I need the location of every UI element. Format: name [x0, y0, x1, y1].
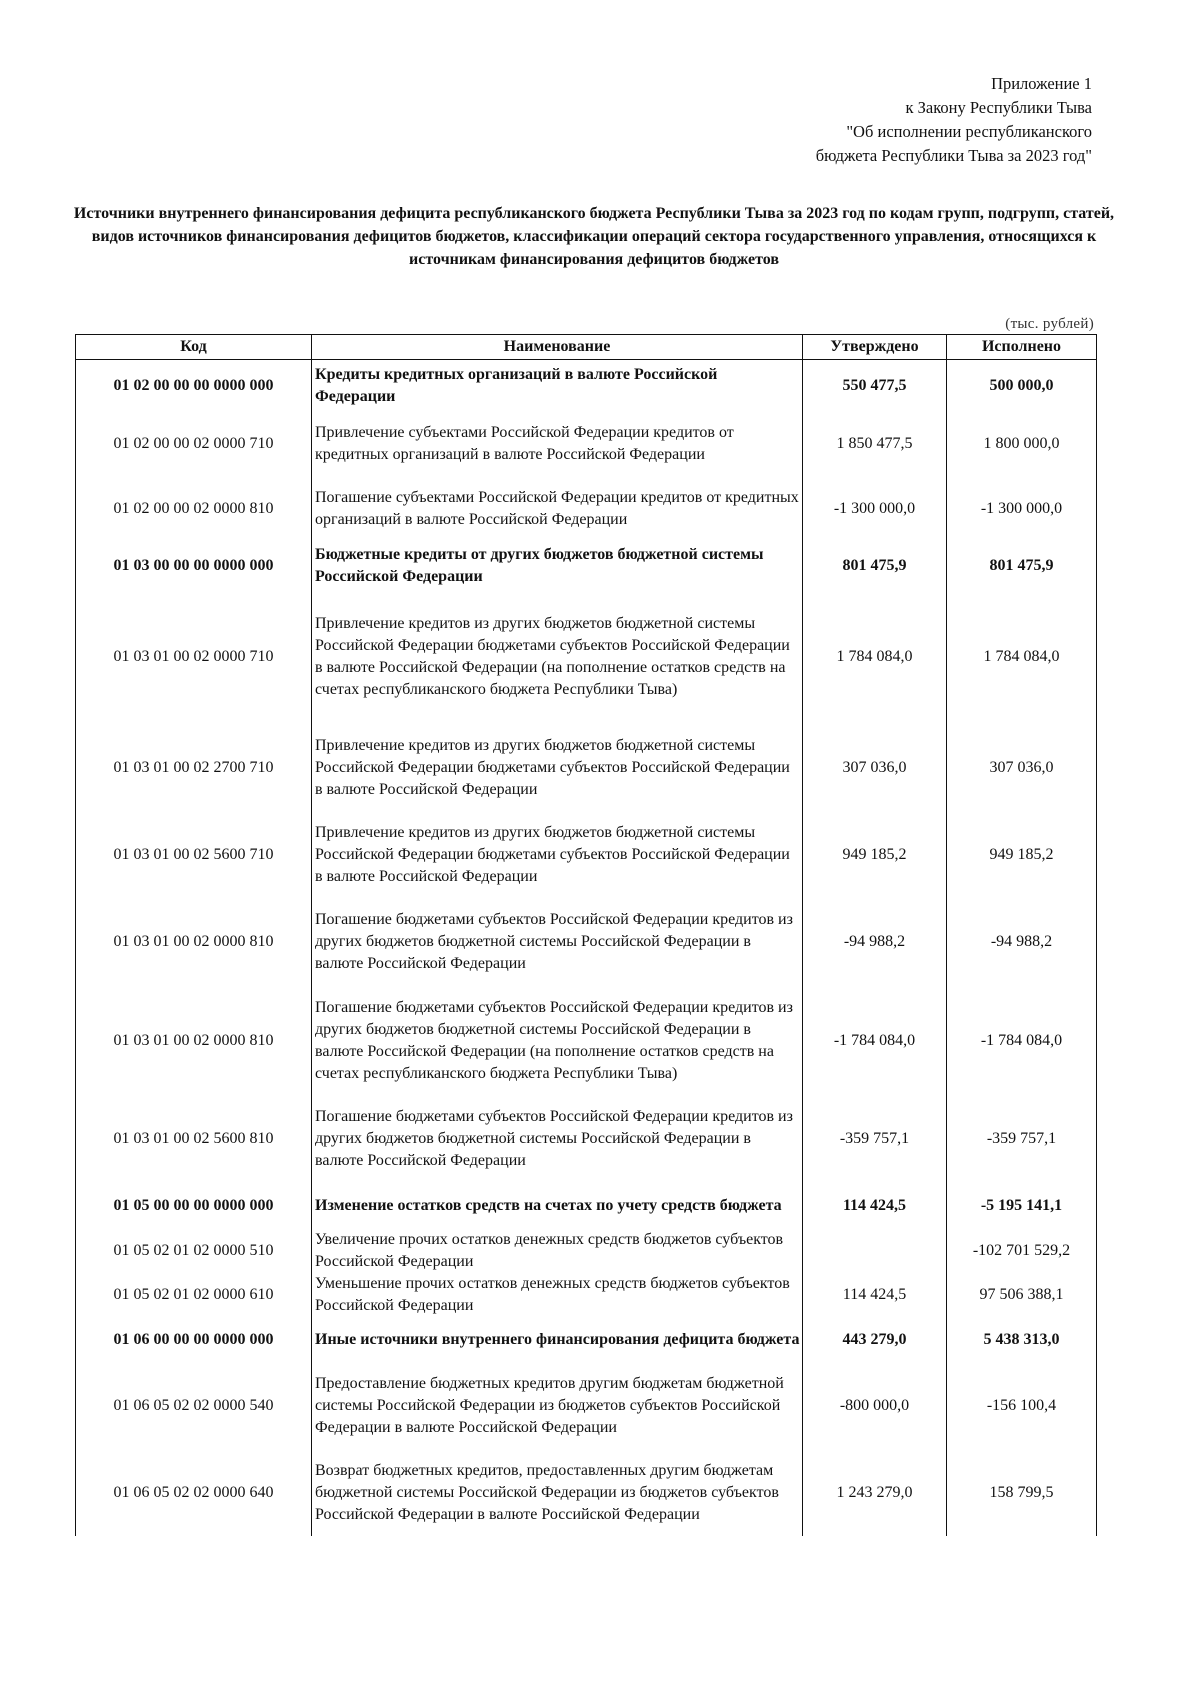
- row-code: 01 06 00 00 00 0000 000: [76, 1317, 312, 1363]
- row-code: 01 02 00 00 02 0000 710: [76, 412, 312, 477]
- row-name: Увеличение прочих остатков денежных средств бюджетов субъектов Российской Федерации: [312, 1229, 803, 1273]
- table-row: [76, 412, 1097, 477]
- table-row: [76, 1450, 1097, 1536]
- row-code: 01 03 00 00 00 0000 000: [76, 542, 312, 590]
- row-name: Предоставление бюджетных кредитов другим бюджетам бюджетной системы Российской Федерации из бюджетов субъектов Российской Федерации в валюте Российской Федерации: [312, 1363, 803, 1450]
- appendix-line: к Закону Республики Тыва: [905, 98, 1092, 117]
- table-row: [76, 360, 1097, 412]
- row-name: Кредиты кредитных организаций в валюте Российской Федерации: [312, 360, 803, 412]
- row-approved: 114 424,5: [803, 1183, 947, 1229]
- row-approved: 1 784 084,0: [803, 590, 947, 725]
- row-name: Погашение бюджетами субъектов Российской Федерации кредитов из других бюджетов бюджетной системы Российской Федерации в валюте Российской Федерации (на пополнение остатков средств на счетах республиканского бюджета Республики Тыва): [312, 986, 803, 1096]
- table-row: [76, 1183, 1097, 1229]
- header-name: Наименование: [312, 335, 803, 360]
- table-row: [76, 590, 1097, 725]
- header-approved: Утверждено: [803, 335, 947, 360]
- row-approved: -94 988,2: [803, 899, 947, 986]
- document-title: Источники внутреннего финансирования дефицита республиканского бюджета Республики Тыва за 2023 год по кодам групп, подгрупп, статей, видов источников финансирования дефицитов бюджетов, классификации операций сектора государственного управления, относящихся к источникам финансирования дефицитов бюджетов: [73, 205, 1115, 268]
- header-executed: Исполнено: [947, 335, 1097, 360]
- row-name: Возврат бюджетных кредитов, предоставленных другим бюджетам бюджетной системы Российской Федерации из бюджетов субъектов Российской Федерации в валюте Российской Федерации: [312, 1450, 803, 1536]
- row-code: 01 06 05 02 02 0000 640: [76, 1450, 312, 1536]
- row-code: 01 03 01 00 02 2700 710: [76, 725, 312, 812]
- row-name: Погашение бюджетами субъектов Российской Федерации кредитов из других бюджетов бюджетной системы Российской Федерации в валюте Российской Федерации: [312, 899, 803, 986]
- row-executed: 158 799,5: [947, 1450, 1097, 1536]
- row-approved: [803, 1229, 947, 1273]
- appendix-line: бюджета Республики Тыва за 2023 год": [815, 146, 1092, 165]
- row-executed: -5 195 141,1: [947, 1183, 1097, 1229]
- row-name: Привлечение кредитов из других бюджетов бюджетной системы Российской Федерации бюджетами субъектов Российской Федерации в валюте Российской Федерации: [312, 812, 803, 899]
- table-row: [76, 1363, 1097, 1450]
- row-name: Изменение остатков средств на счетах по учету средств бюджета: [312, 1183, 803, 1229]
- row-approved: 114 424,5: [803, 1273, 947, 1317]
- appendix-note: [816, 72, 1092, 168]
- table-row: [76, 1096, 1097, 1183]
- row-approved: -359 757,1: [803, 1096, 947, 1183]
- table-row: [76, 1273, 1097, 1317]
- row-approved: 307 036,0: [803, 725, 947, 812]
- row-executed: -359 757,1: [947, 1096, 1097, 1183]
- row-executed: -1 300 000,0: [947, 477, 1097, 542]
- row-executed: -1 784 084,0: [947, 986, 1097, 1096]
- row-approved: -1 300 000,0: [803, 477, 947, 542]
- row-approved: -1 784 084,0: [803, 986, 947, 1096]
- financing-table: [75, 334, 1097, 1536]
- row-approved: 801 475,9: [803, 542, 947, 590]
- table-row: [76, 899, 1097, 986]
- row-code: 01 02 00 00 00 0000 000: [76, 360, 312, 412]
- row-name: Уменьшение прочих остатков денежных средств бюджетов субъектов Российской Федерации: [312, 1273, 803, 1317]
- table-row: [76, 986, 1097, 1096]
- row-executed: 1 800 000,0: [947, 412, 1097, 477]
- row-code: 01 03 01 00 02 0000 810: [76, 986, 312, 1096]
- table-body: [76, 360, 1097, 1536]
- row-name: Бюджетные кредиты от других бюджетов бюджетной системы Российской Федерации: [312, 542, 803, 590]
- row-name: Привлечение субъектами Российской Федерации кредитов от кредитных организаций в валюте Российской Федерации: [312, 412, 803, 477]
- row-approved: -800 000,0: [803, 1363, 947, 1450]
- row-name: Иные источники внутреннего финансирования дефицита бюджета: [312, 1317, 803, 1363]
- row-code: 01 02 00 00 02 0000 810: [76, 477, 312, 542]
- row-executed: 801 475,9: [947, 542, 1097, 590]
- row-name: Привлечение кредитов из других бюджетов бюджетной системы Российской Федерации бюджетами субъектов Российской Федерации в валюте Российской Федерации (на пополнение остатков средств на счетах республиканского бюджета Республики Тыва): [312, 590, 803, 725]
- row-approved: 949 185,2: [803, 812, 947, 899]
- row-code: 01 03 01 00 02 5600 810: [76, 1096, 312, 1183]
- row-executed: 5 438 313,0: [947, 1317, 1097, 1363]
- row-executed: 500 000,0: [947, 360, 1097, 412]
- row-code: 01 05 02 01 02 0000 510: [76, 1229, 312, 1273]
- row-executed: 1 784 084,0: [947, 590, 1097, 725]
- row-approved: 550 477,5: [803, 360, 947, 412]
- row-executed: -102 701 529,2: [947, 1229, 1097, 1273]
- row-code: 01 03 01 00 02 0000 810: [76, 899, 312, 986]
- table-row: [76, 725, 1097, 812]
- row-executed: -156 100,4: [947, 1363, 1097, 1450]
- table-row: [76, 1317, 1097, 1363]
- row-approved: 443 279,0: [803, 1317, 947, 1363]
- row-executed: 949 185,2: [947, 812, 1097, 899]
- row-approved: 1 850 477,5: [803, 412, 947, 477]
- table-row: [76, 477, 1097, 542]
- row-approved: 1 243 279,0: [803, 1450, 947, 1536]
- appendix-line: "Об исполнении республиканского: [846, 122, 1092, 141]
- row-code: 01 06 05 02 02 0000 540: [76, 1363, 312, 1450]
- row-executed: -94 988,2: [947, 899, 1097, 986]
- row-code: 01 03 01 00 02 0000 710: [76, 590, 312, 725]
- row-code: 01 05 00 00 00 0000 000: [76, 1183, 312, 1229]
- table-row: [76, 542, 1097, 590]
- row-name: Погашение бюджетами субъектов Российской Федерации кредитов из других бюджетов бюджетной системы Российской Федерации в валюте Российской Федерации: [312, 1096, 803, 1183]
- table-header-row: [76, 335, 1097, 360]
- row-executed: 307 036,0: [947, 725, 1097, 812]
- units-label: (тыс. рублей): [1005, 316, 1094, 332]
- appendix-line: Приложение 1: [991, 74, 1092, 93]
- row-name: Привлечение кредитов из других бюджетов бюджетной системы Российской Федерации бюджетами субъектов Российской Федерации в валюте Российской Федерации: [312, 725, 803, 812]
- table-row: [76, 812, 1097, 899]
- row-executed: 97 506 388,1: [947, 1273, 1097, 1317]
- row-name: Погашение субъектами Российской Федерации кредитов от кредитных организаций в валюте Российской Федерации: [312, 477, 803, 542]
- header-code: Код: [76, 335, 312, 360]
- row-code: 01 03 01 00 02 5600 710: [76, 812, 312, 899]
- table-row: [76, 1229, 1097, 1273]
- row-code: 01 05 02 01 02 0000 610: [76, 1273, 312, 1317]
